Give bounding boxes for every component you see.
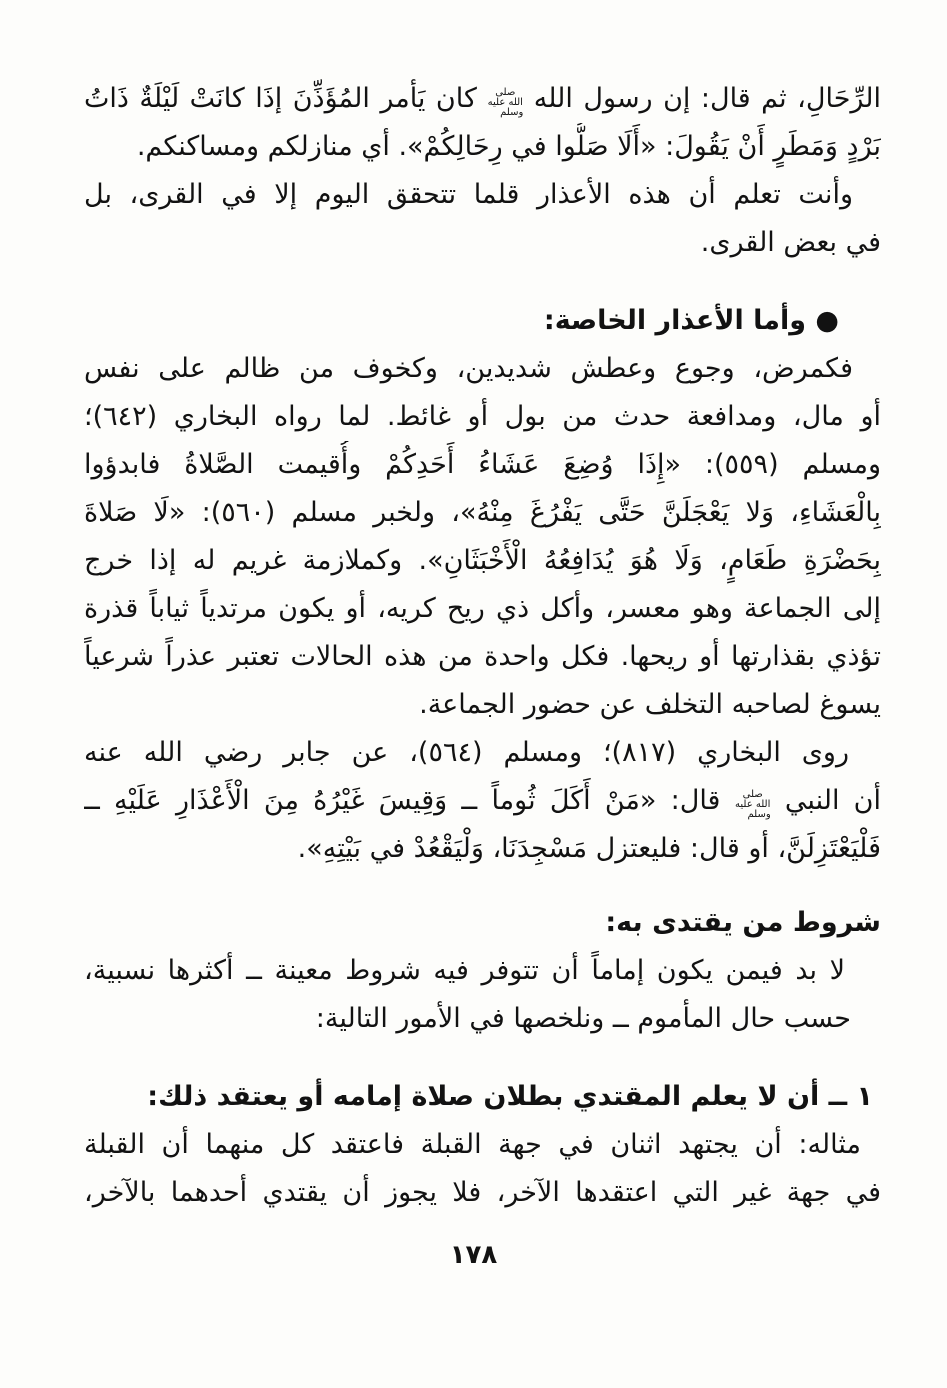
section-heading-imam-conditions: شروط من يقتدى به: [605,907,881,938]
section-heading-special-excuses: ● وأما الأعذار الخاصة: [543,305,839,336]
text-line: فَلْيَعْتَزِلَنَّ، أو قال: فليعتزل مَسْجِدَنَا، وَلْيَقْعُدْ في بَيْتِهِ». [297,833,881,864]
text-line: إلى الجماعة وهو معسر، وأكل ذي ريح كريه، أو يكون مرتدياً ثياباً قذرة [84,593,881,624]
saw-honorific-icon: صلى الله عليه وسلم [487,87,524,118]
text-line: في جهة غير التي اعتقدها الآخر، فلا يجوز أن يقتدي أحدهما بالآخر، [84,1177,881,1208]
text-line: الرِّحَالِ، ثم قال: إن رسول الله صلى الله عليه وسلم كان يَأمر المُؤَذِّنَ إذَا كانَتْ لَيْلَةٌ ذَاتُ [84,83,881,118]
text-line: روى البخاري (٨١٧)؛ ومسلم (٥٦٤)، عن جابر رضي الله عنه [84,737,850,768]
text-line: بِحَضْرَةِ طَعَامٍ، وَلَا هُوَ يُدَافِعُهُ الْأَخْبَثَانِ». وكملازمة غريم له إذا خرج [84,545,881,576]
page-number: ١٧٨ [449,1240,498,1270]
text-line: وأنت تعلم أن هذه الأعذار قلما تتحقق اليوم إلا في القرى، بل [84,179,853,210]
text-line: حسب حال المأموم ــ ونلخصها في الأمور التالية: [315,1003,851,1034]
text-line: مثاله: أن يجتهد اثنان في جهة القبلة فاعتقد كل منهما أن القبلة [84,1129,861,1160]
text-line: فكمرض، وجوع وعطش شديدين، وكخوف من ظالم على نفس [84,353,853,384]
text-block [84,75,881,1217]
text-line: لا بد فيمن يكون إماماً أن تتوفر فيه شروط معينة ــ أكثرها نسبية، [84,955,845,986]
text-line: بَرْدٍ وَمَطَرٍ أَنْ يَقُولَ: «أَلَا صَلُّوا في رِحَالِكُمْ». أي منازلكم ومساكنكم. [136,131,881,162]
text-line: أن النبي صلى الله عليه وسلم قال: «مَنْ أَكَلَ ثُوماً ــ وَقِيسَ غَيْرُهُ مِنَ الْأَعْذَارِ عَلَيْهِ ــ [84,785,881,820]
text-line: في بعض القرى. [700,227,881,258]
text-line: بِالْعَشَاءِ، وَلا يَعْجَلَنَّ حَتَّى يَفْرُغَ مِنْهُ»، ولخبر مسلم (٥٦٠): «لَا صَلاةَ [84,497,881,528]
text-line: أو مال، ومدافعة حدث من بول أو غائط. لما رواه البخاري (٦٤٢)؛ [84,401,881,432]
text-line: تؤذي بقذارتها أو ريحها. فكل واحدة من هذه الحالات تعتبر عذراً شرعياً [84,641,881,672]
saw-honorific-icon: صلى الله عليه وسلم [735,789,771,820]
text-line: ومسلم (٥٥٩): «إِذَا وُضِعَ عَشَاءُ أَحَدِكُمْ وأُقيمت الصَّلاةُ فابدؤوا [84,449,881,480]
numbered-condition-heading-1: ١ ــ أن لا يعلم المقتدي بطلان صلاة إمامه أو يعتقد ذلك: [147,1081,873,1112]
text-line: يسوغ لصاحبه التخلف عن حضور الجماعة. [419,689,881,720]
